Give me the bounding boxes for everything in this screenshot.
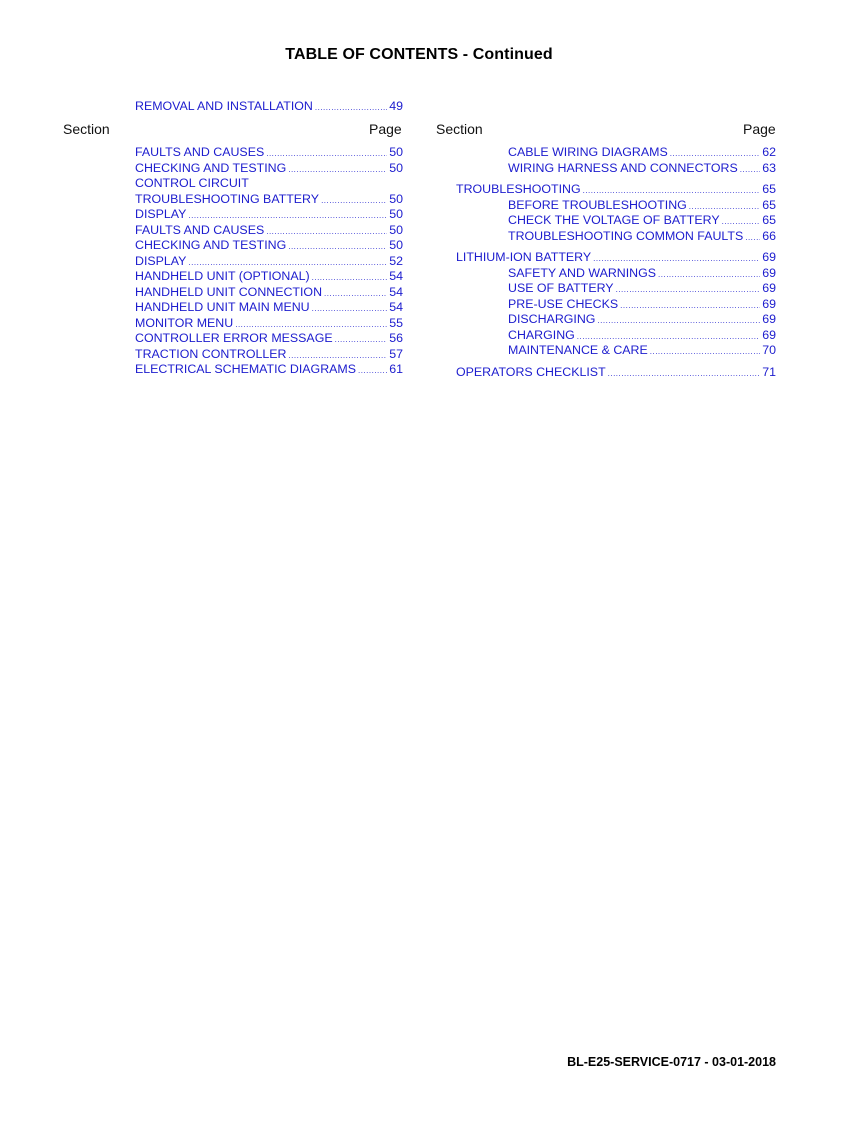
toc-entry[interactable] bbox=[456, 161, 776, 177]
page-title: TABLE OF CONTENTS - Continued bbox=[285, 46, 553, 63]
toc-entry-page: 50 bbox=[389, 191, 403, 206]
toc-entry[interactable] bbox=[135, 300, 403, 316]
toc-leader-dots bbox=[188, 258, 387, 268]
toc-entry-title: MONITOR MENU bbox=[135, 315, 234, 330]
toc-entry-title: TROUBLESHOOTING COMMON FAULTS bbox=[508, 228, 744, 243]
toc-entry-page: 69 bbox=[762, 265, 776, 280]
left-page-header: Page bbox=[369, 121, 402, 137]
toc-leader-dots bbox=[188, 211, 387, 221]
toc-entry-title: OPERATORS CHECKLIST bbox=[456, 364, 606, 379]
toc-entry-page: 66 bbox=[762, 228, 776, 243]
toc-entry-title: DISPLAY bbox=[135, 207, 187, 221]
toc-entry[interactable] bbox=[456, 145, 776, 161]
toc-entry[interactable] bbox=[456, 312, 776, 328]
toc-entry[interactable] bbox=[135, 223, 403, 239]
toc-leader-dots bbox=[358, 366, 387, 376]
toc-entry-page: 50 bbox=[389, 238, 403, 252]
toc-entry-page: 52 bbox=[389, 253, 403, 268]
toc-entry-page: 69 bbox=[762, 312, 776, 326]
toc-leader-dots bbox=[620, 301, 760, 311]
toc-entry-title: SAFETY AND WARNINGS bbox=[508, 265, 657, 280]
toc-entry[interactable] bbox=[135, 331, 403, 347]
toc-entry-page: 62 bbox=[762, 145, 776, 159]
toc-entry-page: 69 bbox=[762, 296, 776, 311]
toc-entry-page: 50 bbox=[389, 145, 403, 159]
toc-entry-page: 65 bbox=[762, 213, 776, 227]
toc-leader-dots bbox=[689, 202, 760, 212]
toc-top-entry-block bbox=[135, 99, 403, 115]
toc-leader-dots bbox=[722, 217, 761, 227]
toc-entry-title: WIRING HARNESS AND CONNECTORS bbox=[508, 160, 738, 175]
toc-entry-title: FAULTS AND CAUSES bbox=[135, 145, 265, 159]
toc-entry-title: USE OF BATTERY bbox=[508, 281, 614, 295]
toc-entry-page: 54 bbox=[389, 300, 403, 314]
toc-entry[interactable] bbox=[456, 343, 776, 359]
toc-leader-dots bbox=[597, 316, 760, 326]
toc-leader-dots bbox=[288, 351, 387, 361]
toc-leader-dots bbox=[650, 347, 760, 357]
toc-right-column bbox=[456, 145, 776, 380]
toc-entry-title: TRACTION CONTROLLER bbox=[135, 346, 287, 361]
toc-entry-page: 61 bbox=[389, 362, 403, 376]
toc-entry-title: CONTROLLER ERROR MESSAGE bbox=[135, 331, 333, 345]
toc-entry-removal-installation[interactable]: REMOVAL AND INSTALLATION ..... 49 bbox=[135, 99, 403, 115]
toc-entry-page: 65 bbox=[762, 197, 776, 212]
toc-leader-dots bbox=[608, 369, 761, 379]
toc-leader-dots bbox=[288, 242, 387, 252]
toc-entry[interactable] bbox=[135, 362, 403, 378]
toc-entry[interactable] bbox=[456, 198, 776, 214]
toc-entry[interactable] bbox=[456, 250, 776, 266]
toc-entry[interactable] bbox=[456, 365, 776, 381]
right-section-header: Section bbox=[436, 121, 483, 137]
toc-entry-title: LITHIUM-ION BATTERY bbox=[456, 250, 592, 264]
toc-entry-page: 50 bbox=[389, 160, 403, 175]
toc-entry[interactable] bbox=[135, 176, 403, 192]
left-section-header: Section bbox=[63, 121, 110, 137]
toc-entry-page: 65 bbox=[762, 182, 776, 196]
toc-entry-title: CABLE WIRING DIAGRAMS bbox=[508, 145, 668, 159]
toc-entry[interactable] bbox=[135, 207, 403, 223]
toc-entry-title: CHECKING AND TESTING bbox=[135, 238, 287, 252]
toc-entry[interactable] bbox=[135, 269, 403, 285]
toc-entry-page: 54 bbox=[389, 284, 403, 299]
toc-entry-title: CONTROL CIRCUIT bbox=[135, 176, 249, 190]
toc-entry-page: 70 bbox=[762, 343, 776, 357]
toc-entry-page: 71 bbox=[762, 364, 776, 379]
document-footer: BL-E25-SERVICE-0717 - 03-01-2018 bbox=[567, 1055, 776, 1069]
toc-entry-title: CHECK THE VOLTAGE OF BATTERY bbox=[508, 213, 720, 227]
toc-left-column bbox=[135, 145, 403, 378]
toc-entry-title: TROUBLESHOOTING BATTERY bbox=[135, 191, 320, 206]
toc-entry-page: 50 bbox=[389, 222, 403, 237]
toc-entry[interactable] bbox=[135, 347, 403, 363]
toc-entry-title: HANDHELD UNIT (OPTIONAL) bbox=[135, 269, 310, 283]
toc-entry[interactable] bbox=[456, 229, 776, 245]
toc-entry-page: 69 bbox=[762, 250, 776, 264]
toc-entry[interactable] bbox=[456, 213, 776, 229]
toc-entry-page: 69 bbox=[762, 281, 776, 295]
toc-entry-page: 56 bbox=[389, 331, 403, 345]
toc-leader-dots bbox=[745, 233, 760, 243]
toc-entry-title: HANDHELD UNIT MAIN MENU bbox=[135, 300, 310, 314]
toc-leader-dots bbox=[312, 304, 388, 314]
toc-entry[interactable] bbox=[456, 266, 776, 282]
toc-entry[interactable] bbox=[135, 316, 403, 332]
toc-entry-page: 54 bbox=[389, 269, 403, 283]
toc-entry-title: MAINTENANCE & CARE bbox=[508, 343, 648, 357]
toc-leader-dots bbox=[266, 227, 387, 237]
toc-leader-dots bbox=[583, 186, 761, 196]
toc-entry[interactable] bbox=[135, 145, 403, 161]
toc-entry[interactable] bbox=[135, 254, 403, 270]
toc-leader-dots bbox=[324, 289, 387, 299]
toc-entry[interactable] bbox=[135, 285, 403, 301]
toc-leader-dots bbox=[312, 273, 388, 283]
toc-entry-title: PRE-USE CHECKS bbox=[508, 296, 619, 311]
toc-entry-title: HANDHELD UNIT CONNECTION bbox=[135, 284, 323, 299]
toc-leader-dots bbox=[593, 254, 760, 264]
toc-leader-dots bbox=[616, 285, 761, 295]
toc-leader-dots bbox=[321, 196, 387, 206]
toc-leader-dots bbox=[658, 270, 760, 280]
toc-entry-title: BEFORE TROUBLESHOOTING bbox=[508, 197, 687, 212]
toc-entry-title: DISPLAY bbox=[135, 253, 187, 268]
toc-leader-dots bbox=[235, 320, 387, 330]
toc-leader-dots bbox=[266, 149, 387, 159]
toc-entry-title: TROUBLESHOOTING bbox=[456, 182, 581, 196]
toc-entry[interactable] bbox=[135, 161, 403, 177]
toc-entry-page: 55 bbox=[389, 315, 403, 330]
toc-leader-dots bbox=[577, 332, 760, 342]
toc-entry[interactable] bbox=[456, 297, 776, 313]
toc-leader-dots bbox=[740, 165, 760, 175]
toc-entry[interactable] bbox=[135, 192, 403, 208]
toc-entry-page: 69 bbox=[762, 327, 776, 342]
toc-entry-title: CHECKING AND TESTING bbox=[135, 160, 287, 175]
toc-entry-title: CHARGING bbox=[508, 327, 575, 342]
right-page-header: Page bbox=[743, 121, 776, 137]
toc-entry-title: DISCHARGING bbox=[508, 312, 596, 326]
toc-entry-page: 50 bbox=[389, 207, 403, 221]
toc-entry-page: 63 bbox=[762, 160, 776, 175]
toc-entry[interactable] bbox=[456, 281, 776, 297]
toc-leader-dots bbox=[670, 149, 760, 159]
toc-entry[interactable] bbox=[456, 328, 776, 344]
toc-entry-title: ELECTRICAL SCHEMATIC DIAGRAMS bbox=[135, 362, 356, 376]
toc-entry[interactable] bbox=[456, 182, 776, 198]
toc-entry-title: FAULTS AND CAUSES bbox=[135, 222, 265, 237]
toc-leader-dots bbox=[335, 335, 388, 345]
toc-leader-dots bbox=[288, 165, 387, 175]
toc-entry[interactable] bbox=[135, 238, 403, 254]
toc-entry-page: 57 bbox=[389, 346, 403, 361]
